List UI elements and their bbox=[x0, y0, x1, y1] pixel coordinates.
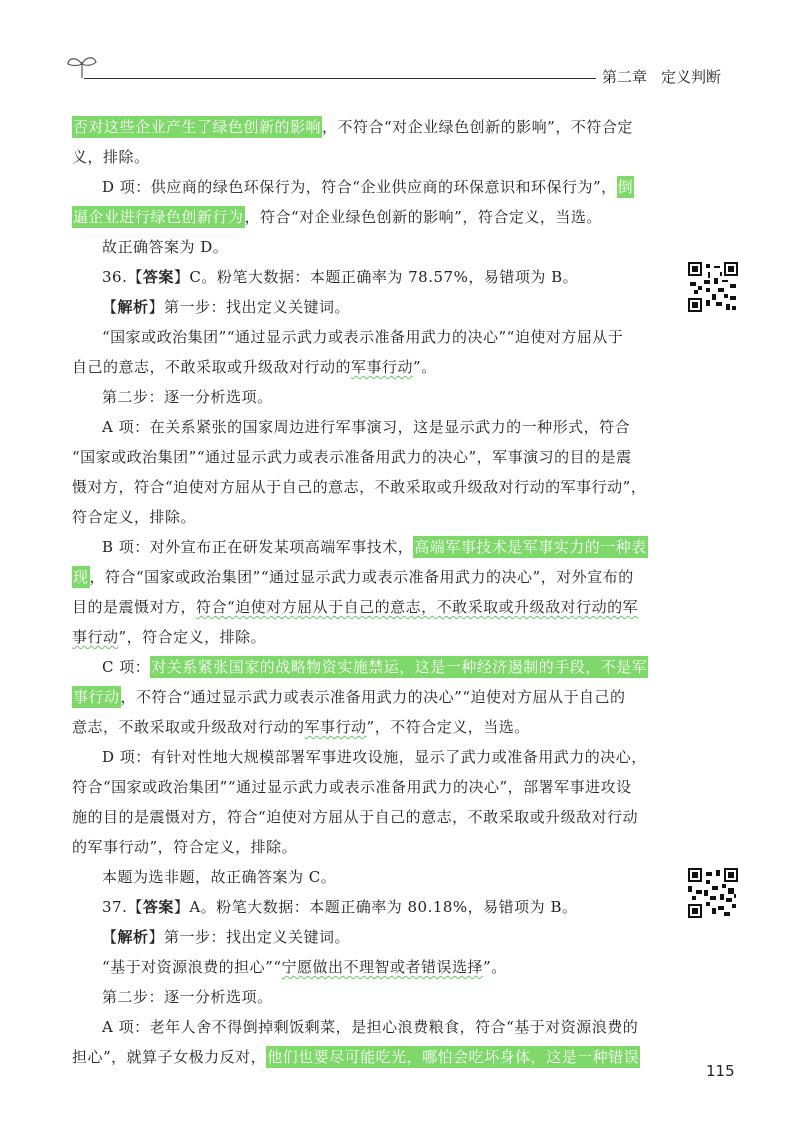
text-segment: 目的是震慑对方， bbox=[72, 598, 197, 616]
highlighted-text: 现 bbox=[73, 568, 89, 586]
bold-label: 答案 bbox=[142, 268, 174, 286]
chapter-title bbox=[602, 66, 721, 87]
text-segment: C 项： bbox=[102, 658, 151, 676]
text-line bbox=[72, 562, 660, 592]
text-segment: 担心”，就算子女极力反对， bbox=[72, 1048, 267, 1066]
highlighted-text: 事行动 bbox=[73, 688, 120, 706]
qr-code-icon[interactable] bbox=[688, 262, 738, 312]
text-line bbox=[72, 952, 660, 982]
text-line bbox=[72, 742, 660, 772]
bold-label: 答案 bbox=[142, 898, 174, 916]
page-body bbox=[72, 112, 660, 1072]
text-line bbox=[72, 802, 660, 832]
section-label: 定义判断 bbox=[661, 68, 722, 86]
text-line bbox=[72, 442, 660, 472]
bold-label: 解析 bbox=[117, 928, 149, 946]
text-line bbox=[72, 1012, 660, 1042]
highlighted-text: 他们也要尽可能吃光，哪怕会吃坏身体，这是一种错误 bbox=[267, 1048, 640, 1066]
text-segment: D 项：有针对性地大规模部署军事进攻设施，显示了武力或准备用武力的决心， bbox=[102, 748, 647, 766]
text-line bbox=[72, 142, 660, 172]
text-line bbox=[72, 502, 660, 532]
text-line bbox=[72, 1042, 660, 1072]
text-line bbox=[72, 172, 660, 202]
text-segment: ，符合“国家或政治集团”“通过显示武力或表示准备用武力的决心”，对外宣布的 bbox=[89, 568, 634, 586]
page-header bbox=[0, 0, 800, 100]
text-line bbox=[72, 622, 660, 652]
text-segment: 故正确答案为 D。 bbox=[102, 238, 229, 256]
text-segment: 本题为选非题，故正确答案为 C。 bbox=[102, 868, 337, 886]
qr-code-icon[interactable] bbox=[688, 868, 738, 918]
text-segment: “国家或政治集团”“通过显示武力或表示准备用武力的决心”“迫使对方屈从于 bbox=[102, 328, 624, 346]
underlined-text: 符合“迫使对方屈从于自己的意志，不敢采取或升级敌对行动的军 bbox=[196, 598, 639, 616]
text-segment: ，不符合“通过显示武力或表示准备用武力的决心”“迫使对方屈从于自己的 bbox=[120, 688, 626, 706]
text-line bbox=[72, 592, 660, 622]
text-line bbox=[72, 412, 660, 442]
text-segment: 符合“国家或政治集团”“通过显示武力或表示准备用武力的决心”，部署军事进攻设 bbox=[72, 778, 632, 796]
highlighted-text: 倒 bbox=[617, 178, 634, 196]
text-line bbox=[72, 262, 660, 292]
text-segment: ”。 bbox=[413, 358, 437, 376]
text-segment: 自己的意志，不敢采取或升级敌对行动的 bbox=[72, 358, 352, 376]
header-rule bbox=[84, 78, 596, 79]
text-segment: A 项：在关系紧张的国家周边进行军事演习，这是显示武力的一种形式，符合 bbox=[102, 418, 631, 436]
text-segment: 】第一步：找出定义关键词。 bbox=[148, 298, 351, 316]
text-line bbox=[72, 862, 660, 892]
text-segment: D 项：供应商的绿色环保行为，符合“企业供应商的环保意识和环保行为”， bbox=[102, 178, 617, 196]
highlighted-text: 对关系紧张国家的战略物资实施禁运，这是一种经济遏制的手段，不是军 bbox=[151, 658, 648, 676]
text-segment: ”，不符合定义，当选。 bbox=[366, 718, 530, 736]
text-segment: A 项：老年人舍不得倒掉剩饭剩菜，是担心浪费粮食，符合“基于对资源浪费的 bbox=[102, 1018, 639, 1036]
text-line bbox=[72, 712, 660, 742]
text-segment: ，符合“对企业绿色创新的影响”，符合定义，当选。 bbox=[244, 208, 602, 226]
text-segment: ”，符合定义，排除。 bbox=[118, 628, 267, 646]
text-line bbox=[72, 322, 660, 352]
text-segment: 第二步：逐一分析选项。 bbox=[102, 988, 273, 1006]
text-line bbox=[72, 202, 660, 232]
text-segment: 意志，不敢采取或升级敌对行动的 bbox=[72, 718, 305, 736]
text-line bbox=[72, 682, 660, 712]
underlined-text: 事行动 bbox=[72, 628, 119, 646]
text-segment: 慑对方，符合“迫使对方屈从于自己的意志，不敢采取或升级敌对行动的军事行动”， bbox=[72, 478, 647, 496]
text-line bbox=[72, 772, 660, 802]
page-number: 115 bbox=[706, 1062, 735, 1080]
text-line bbox=[72, 472, 660, 502]
underlined-text: 军事行动 bbox=[351, 358, 414, 376]
text-segment: ，不符合“对企业绿色创新的影响”，不符合定 bbox=[322, 118, 633, 136]
chapter-label: 第二章 bbox=[602, 68, 648, 86]
text-segment: 第二步：逐一分析选项。 bbox=[102, 388, 273, 406]
highlighted-text: 否对这些企业产生了绿色创新的影响 bbox=[73, 118, 322, 136]
text-segment: “基于对资源浪费的担心”“ bbox=[102, 958, 282, 976]
underlined-text: 军事行动 bbox=[304, 718, 367, 736]
text-line bbox=[72, 652, 660, 682]
underlined-text: 宁愿做出不理智或者错误选择 bbox=[281, 958, 484, 976]
text-segment: 【 bbox=[102, 298, 118, 316]
text-line bbox=[72, 382, 660, 412]
text-segment: 的军事行动”，符合定义，排除。 bbox=[72, 838, 298, 856]
text-segment: 符合定义，排除。 bbox=[72, 508, 197, 526]
text-line bbox=[72, 232, 660, 262]
text-line bbox=[72, 982, 660, 1012]
text-segment: 【 bbox=[102, 928, 118, 946]
text-segment: ”。 bbox=[483, 958, 507, 976]
text-line bbox=[72, 352, 660, 382]
text-line bbox=[72, 292, 660, 322]
highlighted-text: 逼企业进行绿色创新行为 bbox=[73, 208, 244, 226]
text-segment: 】第一步：找出定义关键词。 bbox=[148, 928, 351, 946]
text-line bbox=[72, 532, 660, 562]
text-line bbox=[72, 832, 660, 862]
text-line bbox=[72, 922, 660, 952]
highlighted-text: 高端军事技术是军事实力的一种表 bbox=[414, 538, 647, 556]
text-segment: 36.【 bbox=[102, 268, 143, 286]
text-segment: B 项：对外宣布正在研发某项高端军事技术， bbox=[102, 538, 414, 556]
text-segment: 】C。粉笔大数据：本题正确率为 78.57%，易错项为 B。 bbox=[173, 268, 579, 286]
text-segment: 义，排除。 bbox=[72, 148, 150, 166]
text-segment: 施的目的是震慑对方，符合“迫使对方屈从于自己的意志，不敢采取或升级敌对行动 bbox=[72, 808, 639, 826]
text-line bbox=[72, 112, 660, 142]
bold-label: 解析 bbox=[117, 298, 149, 316]
text-segment: 】A。粉笔大数据：本题正确率为 80.18%，易错项为 B。 bbox=[173, 898, 578, 916]
text-segment: 37.【 bbox=[102, 898, 143, 916]
text-segment: “国家或政治集团”“通过显示武力或表示准备用武力的决心”，军事演习的目的是震 bbox=[72, 448, 632, 466]
text-line bbox=[72, 892, 660, 922]
